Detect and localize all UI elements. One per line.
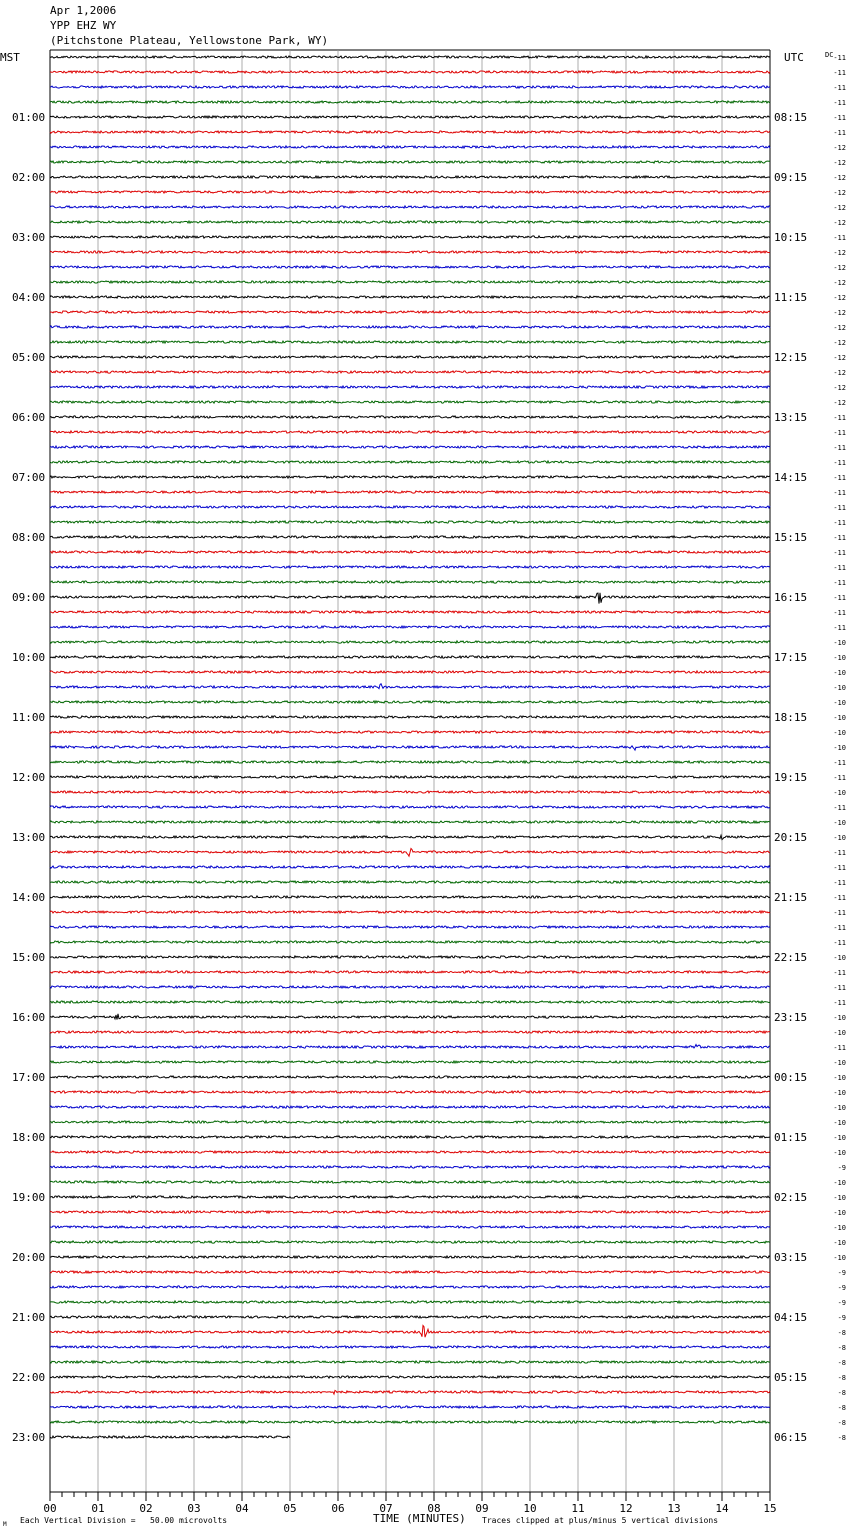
dc-offset-value: -10 [833, 729, 846, 737]
dc-offset-value: -9 [837, 1284, 846, 1292]
seismic-trace [50, 776, 770, 778]
dc-offset-value: -10 [833, 1014, 846, 1022]
utc-hour-label: 17:15 [774, 651, 808, 664]
seismic-trace [50, 1361, 770, 1363]
x-tick-label: 00 [43, 1502, 57, 1515]
x-tick-label: 10 [523, 1502, 537, 1515]
utc-hour-label: 03:15 [774, 1251, 808, 1264]
dc-offset-value: -11 [833, 54, 846, 62]
dc-offset-value: -8 [837, 1404, 846, 1412]
seismic-trace [50, 101, 770, 103]
dc-offset-value: -10 [833, 789, 846, 797]
seismic-trace [50, 326, 770, 328]
seismic-trace [50, 1136, 770, 1138]
seismic-trace [50, 311, 770, 313]
dc-offset-value: -10 [833, 1104, 846, 1112]
seismic-trace [50, 506, 770, 508]
dc-offset-value: -10 [833, 699, 846, 707]
seismic-trace [50, 1076, 770, 1078]
dc-offset-value: -12 [833, 144, 846, 152]
dc-offset-value: -11 [833, 459, 846, 467]
dc-offset-value: -10 [833, 1254, 846, 1262]
utc-hour-label: 01:15 [774, 1131, 808, 1144]
dc-offset-value: -12 [833, 189, 846, 197]
seismic-trace [50, 971, 770, 973]
mst-hour-label: 23:00 [12, 1431, 46, 1444]
seismic-trace [50, 536, 770, 538]
utc-hour-label: 11:15 [774, 291, 808, 304]
seismic-trace [50, 131, 770, 133]
mst-hour-label: 02:00 [12, 171, 46, 184]
seismic-trace [50, 146, 770, 148]
seismic-trace [50, 1316, 770, 1318]
mst-hour-label: 22:00 [12, 1371, 46, 1384]
dc-offset-value: -10 [833, 1224, 846, 1232]
dc-offset-value: -10 [833, 1179, 846, 1187]
dc-offset-value: -10 [833, 1119, 846, 1127]
dc-offset-value: -11 [833, 759, 846, 767]
dc-offset-value: -11 [833, 129, 846, 137]
seismic-trace [50, 206, 770, 208]
dc-offset-value: -11 [833, 969, 846, 977]
mst-hour-label: 03:00 [12, 231, 46, 244]
mst-axis-label: MST [0, 51, 20, 64]
seismic-trace [50, 431, 770, 433]
dc-offset-value: -9 [837, 1314, 846, 1322]
x-tick-label: 14 [715, 1502, 729, 1515]
dc-offset-value: -11 [833, 534, 846, 542]
dc-offset-value: -9 [837, 1269, 846, 1277]
seismic-trace [50, 1241, 770, 1243]
seismic-trace [50, 551, 770, 553]
seismic-trace [50, 236, 770, 238]
mst-hour-label: 20:00 [12, 1251, 46, 1264]
seismic-trace [50, 821, 770, 823]
dc-offset-value: -10 [833, 684, 846, 692]
seismic-trace [50, 671, 770, 673]
dc-offset-value: -10 [833, 1239, 846, 1247]
hour-labels [12, 54, 846, 1444]
seismic-trace [50, 866, 770, 868]
utc-hour-label: 23:15 [774, 1011, 808, 1024]
dc-offset-value: -11 [833, 879, 846, 887]
x-tick-label: 03 [187, 1502, 201, 1515]
seismic-trace [50, 1045, 770, 1049]
seismic-trace [50, 581, 770, 583]
dc-offset-value: -11 [833, 594, 846, 602]
seismic-trace [50, 746, 770, 750]
dc-offset-value: -12 [833, 399, 846, 407]
seismic-trace [50, 1014, 770, 1020]
mst-hour-label: 06:00 [12, 411, 46, 424]
mst-hour-label: 08:00 [12, 531, 46, 544]
seismic-trace [50, 281, 770, 283]
dc-offset-value: -12 [833, 384, 846, 392]
seismic-trace [50, 1376, 770, 1378]
dc-offset-value: -10 [833, 834, 846, 842]
dc-offset-value: -11 [833, 519, 846, 527]
dc-offset-value: -11 [833, 84, 846, 92]
seismic-trace [50, 356, 770, 358]
chart-date: Apr 1,2006 [50, 4, 117, 17]
seismic-trace [50, 1226, 770, 1228]
dc-offset-value: -9 [837, 1164, 846, 1172]
seismic-trace [50, 191, 770, 193]
mst-hour-label: 13:00 [12, 831, 46, 844]
seismic-trace [50, 701, 770, 703]
dc-offset-value: -12 [833, 249, 846, 257]
mst-hour-label: 19:00 [12, 1191, 46, 1204]
seismic-trace [50, 1106, 770, 1108]
chart-station: YPP EHZ WY [50, 19, 117, 32]
mst-hour-label: 21:00 [12, 1311, 46, 1324]
seismic-trace [50, 1166, 770, 1168]
dc-offset-value: -12 [833, 294, 846, 302]
seismic-trace [50, 1196, 770, 1198]
dc-offset-value: -9 [837, 1299, 846, 1307]
mst-hour-label: 18:00 [12, 1131, 46, 1144]
dc-offset-value: -12 [833, 354, 846, 362]
dc-offset-value: -8 [837, 1374, 846, 1382]
seismic-trace [50, 1181, 770, 1183]
chart-location: (Pitchstone Plateau, Yellowstone Park, WY) [50, 34, 329, 47]
seismic-trace [50, 731, 770, 733]
utc-hour-label: 16:15 [774, 591, 808, 604]
seismic-trace [50, 956, 770, 958]
seismic-trace [50, 1031, 770, 1033]
seismic-trace [50, 71, 770, 73]
utc-hour-label: 13:15 [774, 411, 808, 424]
mst-hour-label: 05:00 [12, 351, 46, 364]
x-tick-label: 09 [475, 1502, 489, 1515]
x-tick-label: 06 [331, 1502, 345, 1515]
dc-offset-value: -11 [833, 234, 846, 242]
dc-offset-value: -10 [833, 1209, 846, 1217]
utc-hour-label: 15:15 [774, 531, 808, 544]
dc-offset-value: -8 [837, 1329, 846, 1337]
utc-hour-label: 05:15 [774, 1371, 808, 1384]
seismic-trace [50, 86, 770, 88]
dc-offset-value: -11 [833, 414, 846, 422]
seismic-trace [50, 1271, 770, 1273]
seismic-trace [50, 251, 770, 253]
seismic-trace [50, 1406, 770, 1408]
dc-offset-value: -11 [833, 924, 846, 932]
dc-offset-value: -11 [833, 939, 846, 947]
seismic-trace [50, 161, 770, 163]
dc-offset-value: -12 [833, 339, 846, 347]
x-tick-label: 02 [139, 1502, 153, 1515]
dc-offset-value: -12 [833, 369, 846, 377]
seismic-trace [50, 1346, 770, 1348]
dc-offset-value: -12 [833, 279, 846, 287]
dc-label: DC [825, 51, 834, 59]
seismic-trace [50, 341, 770, 343]
seismic-trace [50, 716, 770, 718]
seismic-trace [50, 56, 770, 58]
utc-hour-label: 08:15 [774, 111, 808, 124]
seismic-trace [50, 641, 770, 643]
dc-offset-value: -11 [833, 624, 846, 632]
mst-hour-label: 07:00 [12, 471, 46, 484]
seismic-trace [50, 761, 770, 763]
dc-offset-value: -12 [833, 204, 846, 212]
clip-note: Traces clipped at plus/minus 5 vertical divisions [482, 1516, 719, 1525]
dc-offset-value: -8 [837, 1389, 846, 1397]
seismic-trace [50, 176, 770, 178]
division-note: Each Vertical Division = 50.00 microvolts [20, 1516, 228, 1525]
x-tick-label: 11 [571, 1502, 585, 1515]
seismic-trace [50, 835, 770, 839]
seismic-trace [50, 296, 770, 298]
dc-offset-value: -10 [833, 1059, 846, 1067]
x-tick-label: 15 [763, 1502, 777, 1515]
seismic-trace [50, 1151, 770, 1153]
utc-hour-label: 21:15 [774, 891, 808, 904]
dc-offset-value: -11 [833, 114, 846, 122]
x-tick-label: 13 [667, 1502, 681, 1515]
dc-offset-value: -8 [837, 1344, 846, 1352]
x-tick-label: 04 [235, 1502, 249, 1515]
utc-hour-label: 02:15 [774, 1191, 808, 1204]
utc-hour-label: 14:15 [774, 471, 808, 484]
dc-offset-value: -11 [833, 549, 846, 557]
dc-offset-value: -11 [833, 984, 846, 992]
mst-hour-label: 04:00 [12, 291, 46, 304]
dc-offset-value: -10 [833, 1089, 846, 1097]
seismic-trace [50, 386, 770, 388]
dc-offset-value: -12 [833, 174, 846, 182]
dc-offset-value: -10 [833, 954, 846, 962]
seismic-trace [50, 401, 770, 403]
dc-offset-value: -8 [837, 1359, 846, 1367]
seismic-trace [50, 881, 770, 883]
dc-offset-value: -12 [833, 264, 846, 272]
seismic-trace [50, 1091, 770, 1093]
utc-hour-label: 20:15 [774, 831, 808, 844]
seismic-trace [50, 491, 770, 493]
dc-offset-value: -11 [833, 804, 846, 812]
dc-offset-value: -10 [833, 714, 846, 722]
seismic-trace [50, 1256, 770, 1258]
seismic-trace [50, 896, 770, 898]
seismic-trace [50, 791, 770, 793]
dc-offset-value: -11 [833, 849, 846, 857]
dc-offset-value: -10 [833, 639, 846, 647]
seismic-trace [50, 911, 770, 913]
seismic-trace [50, 371, 770, 373]
dc-offset-value: -10 [833, 669, 846, 677]
dc-offset-value: -11 [833, 99, 846, 107]
utc-hour-label: 18:15 [774, 711, 808, 724]
utc-hour-label: 12:15 [774, 351, 808, 364]
seismic-trace [50, 221, 770, 223]
mst-hour-label: 10:00 [12, 651, 46, 664]
seismic-trace [50, 1421, 770, 1423]
seismic-trace [50, 1286, 770, 1288]
seismic-trace [50, 684, 770, 689]
dc-offset-value: -10 [833, 819, 846, 827]
trace-group [50, 56, 770, 1438]
seismic-trace [50, 1326, 770, 1338]
seismic-trace [50, 986, 770, 988]
dc-offset-value: -11 [833, 579, 846, 587]
dc-offset-value: -8 [837, 1419, 846, 1427]
seismic-trace [50, 593, 770, 604]
dc-offset-value: -11 [833, 474, 846, 482]
utc-hour-label: 22:15 [774, 951, 808, 964]
utc-hour-label: 19:15 [774, 771, 808, 784]
dc-offset-value: -11 [833, 609, 846, 617]
dc-offset-value: -12 [833, 324, 846, 332]
seismic-trace [50, 626, 770, 628]
seismic-trace [50, 1061, 770, 1063]
x-tick-label: 08 [427, 1502, 441, 1515]
utc-hour-label: 04:15 [774, 1311, 808, 1324]
seismic-trace [50, 849, 770, 857]
utc-hour-label: 06:15 [774, 1431, 808, 1444]
seismic-trace [50, 806, 770, 808]
utc-hour-label: 00:15 [774, 1071, 808, 1084]
utc-hour-label: 10:15 [774, 231, 808, 244]
seismic-trace [50, 1001, 770, 1003]
x-tick-label: 01 [91, 1502, 105, 1515]
dc-offset-value: -10 [833, 1149, 846, 1157]
seismic-trace [50, 656, 770, 658]
dc-offset-value: -10 [833, 1194, 846, 1202]
x-axis-title: TIME (MINUTES) [373, 1512, 466, 1525]
dc-offset-value: -10 [833, 1074, 846, 1082]
seismic-trace [50, 476, 770, 478]
dc-offset-value: -11 [833, 489, 846, 497]
dc-offset-value: -10 [833, 654, 846, 662]
seismic-trace [50, 1121, 770, 1123]
seismic-trace [50, 1211, 770, 1213]
seismic-trace [50, 611, 770, 613]
mst-hour-label: 16:00 [12, 1011, 46, 1024]
dc-offset-value: -12 [833, 309, 846, 317]
x-tick-label: 05 [283, 1502, 297, 1515]
seismic-trace [50, 1301, 770, 1303]
corner-mark: M [3, 1521, 7, 1528]
seismic-trace [50, 941, 770, 943]
seismic-trace [50, 1390, 770, 1394]
mst-hour-label: 12:00 [12, 771, 46, 784]
mst-hour-label: 01:00 [12, 111, 46, 124]
dc-offset-value: -12 [833, 159, 846, 167]
x-tick-label: 12 [619, 1502, 633, 1515]
utc-hour-label: 09:15 [774, 171, 808, 184]
dc-offset-value: -11 [833, 564, 846, 572]
mst-hour-label: 09:00 [12, 591, 46, 604]
dc-offset-value: -11 [833, 774, 846, 782]
dc-offset-value: -8 [837, 1434, 846, 1442]
seismic-trace [50, 926, 770, 928]
dc-offset-value: -11 [833, 429, 846, 437]
utc-axis-label: UTC [784, 51, 804, 64]
dc-offset-value: -10 [833, 1029, 846, 1037]
seismic-trace [50, 266, 770, 268]
x-tick-label: 07 [379, 1502, 393, 1515]
mst-hour-label: 11:00 [12, 711, 46, 724]
dc-offset-value: -11 [833, 444, 846, 452]
dc-offset-value: -11 [833, 864, 846, 872]
seismic-trace [50, 566, 770, 568]
seismic-trace [50, 116, 770, 118]
dc-offset-value: -10 [833, 1134, 846, 1142]
mst-hour-label: 15:00 [12, 951, 46, 964]
dc-offset-value: -11 [833, 69, 846, 77]
dc-offset-value: -11 [833, 999, 846, 1007]
dc-offset-value: -11 [833, 1044, 846, 1052]
seismic-trace [50, 461, 770, 463]
dc-offset-value: -12 [833, 219, 846, 227]
dc-offset-value: -11 [833, 894, 846, 902]
mst-hour-label: 14:00 [12, 891, 46, 904]
dc-offset-value: -11 [833, 909, 846, 917]
seismic-trace [50, 521, 770, 523]
dc-offset-value: -10 [833, 744, 846, 752]
seismic-trace [50, 416, 770, 418]
seismic-trace [50, 446, 770, 448]
seismic-trace [50, 1436, 290, 1438]
mst-hour-label: 17:00 [12, 1071, 46, 1084]
dc-offset-value: -11 [833, 504, 846, 512]
